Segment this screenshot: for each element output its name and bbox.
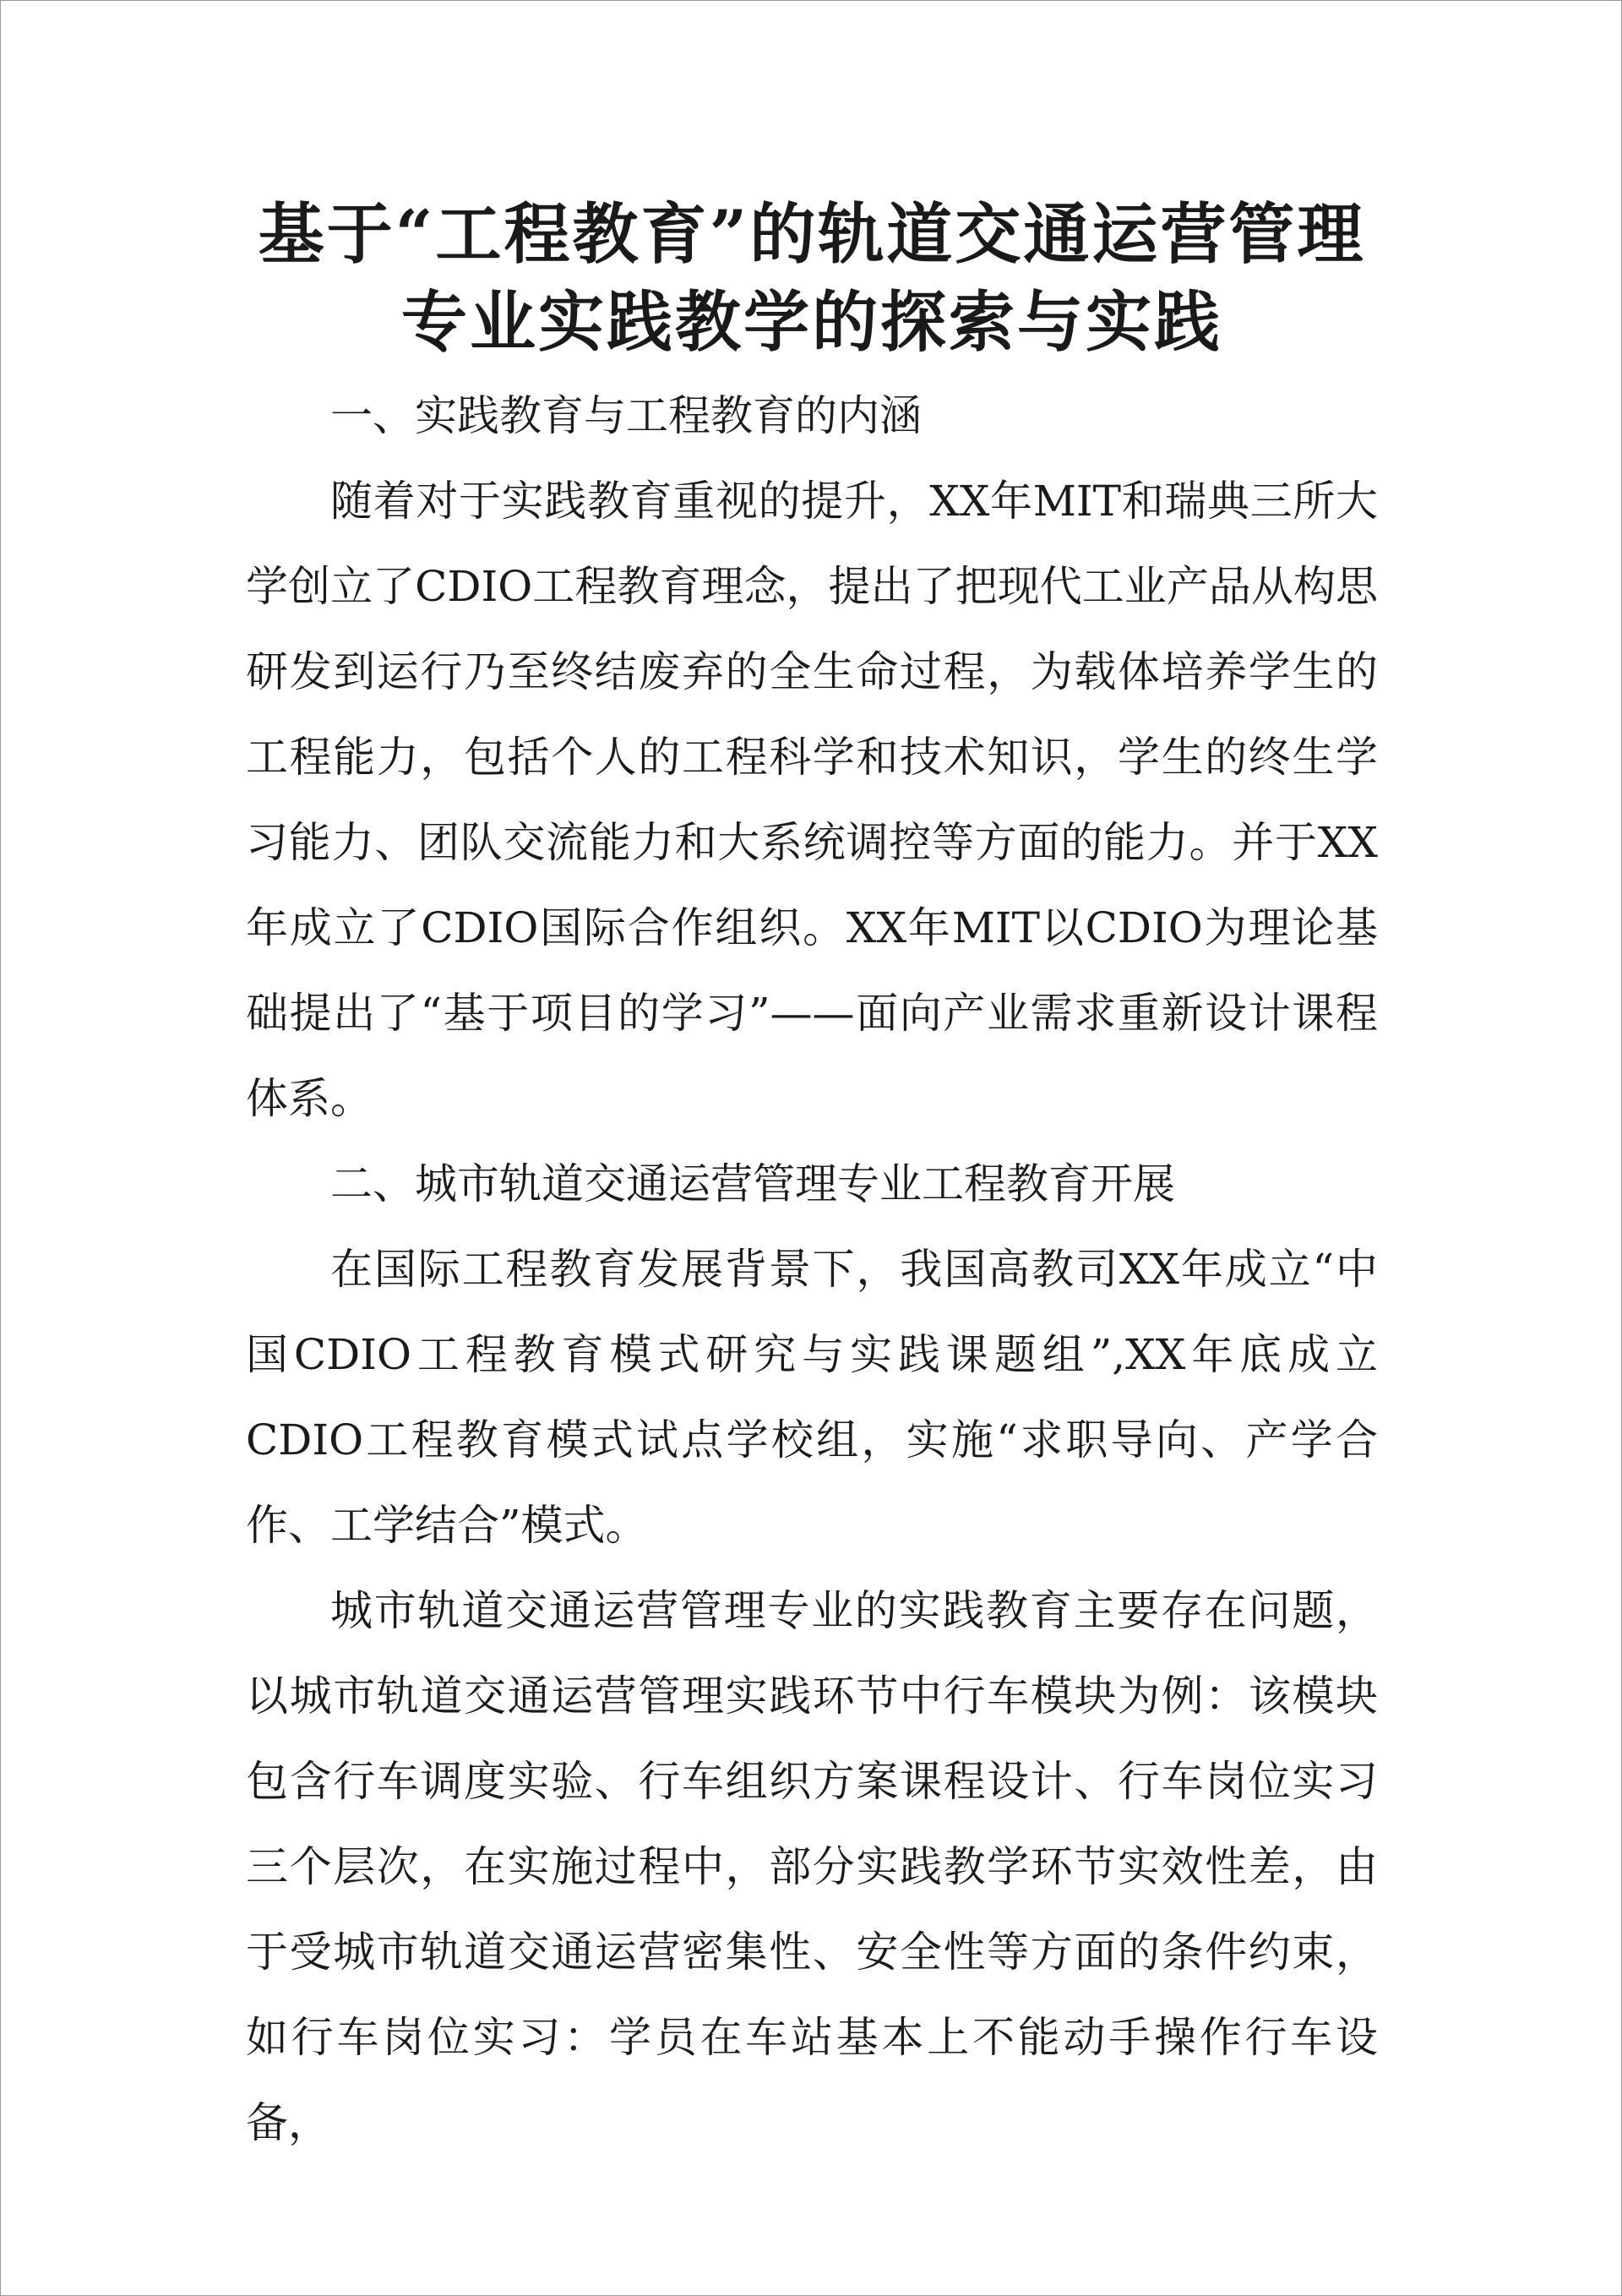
title-line-2: 专业实践教学的探索与实践 xyxy=(400,284,1222,361)
title-line-1: 基于“工程教育”的轨道交通运营管理 xyxy=(258,196,1366,273)
section-heading-2: 二、城市轨道交通运营管理专业工程教育开展 xyxy=(330,1159,1175,1208)
paragraph: 在国际工程教育发展背景下，我国高教司XX年成立“中国CDIO工程教育模式研究与实践课题组”,XX年底成立CDIO工程教育模式试点学校组，实施“求职导向、产学合作、工学结合”模式。 xyxy=(246,1245,1378,1550)
paragraph: 城市轨道交通运营管理专业的实践教育主要存在问题，以城市轨道交通运营管理实践环节中行车模块为例：该模块包含行车调度实验、行车组织方案课程设计、行车岗位实习三个层次，在实施过程中，部分实践教学环节实效性差，由于受城市轨道交通运营密集性、安全性等方面的条件约束，如行车岗位实习：学员在车站基本上不能动手操作行车设备， xyxy=(246,1586,1378,2147)
section-heading-1: 一、实践教育与工程教育的内涵 xyxy=(330,391,922,440)
document-title xyxy=(246,191,1378,367)
paragraph: 随着对于实践教育重视的提升，XX年MIT和瑞典三所大学创立了CDIO工程教育理念，提出了把现代工业产品从构思研发到运行乃至终结废弃的全生命过程，为载体培养学生的工程能力，包括个人的工程科学和技术知识，学生的终生学习能力、团队交流能力和大系统调控等方面的能力。并于XX年成立了CDIO国际合作组织。XX年MIT以CDIO为理论基础提出了“基于项目的学习”——面向产业需求重新设计课程体系。 xyxy=(246,477,1378,1123)
document-content xyxy=(246,191,1378,2166)
